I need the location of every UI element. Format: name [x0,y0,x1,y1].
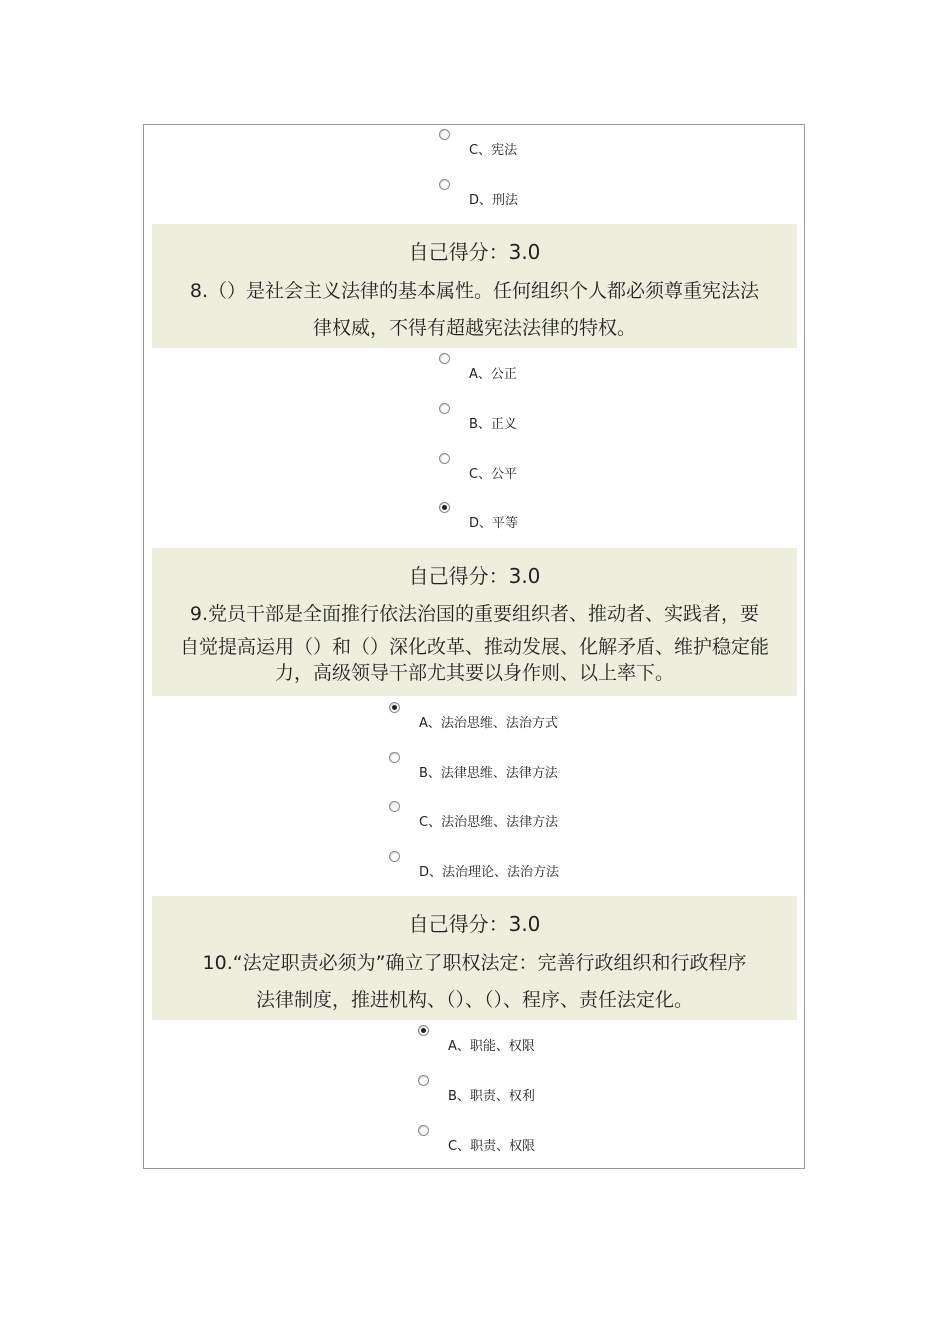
question-text-line: 8.（）是社会主义法律的基本属性。任何组织个人都必须尊重宪法法 [189,280,760,302]
radio-button[interactable] [389,851,400,862]
radio-button[interactable] [439,129,450,140]
question-text-line: 力，高级领导干部尤其要以身作则、以上率下。 [274,662,674,684]
radio-button[interactable] [439,353,450,364]
radio-button[interactable] [389,801,400,812]
question-text [152,945,797,1019]
question-text-line: 法律制度，推进机构、（）、（）、程序、责任法定化。 [255,989,693,1011]
option-label: B、正义 [469,417,517,432]
option-label: C、职责、权限 [448,1139,536,1154]
radio-button-selected[interactable] [418,1025,429,1036]
radio-button[interactable] [439,403,450,414]
option-label: C、法治思维、法律方法 [419,815,559,830]
question-8-box [152,224,797,348]
question-text-line: 自觉提高运用（）和（）深化改革、推动发展、化解矛盾、维护稳定能 [179,636,769,658]
option-label: D、刑法 [469,193,519,208]
score-text: 自己得分：3.0 [408,240,541,264]
question-text [152,273,797,347]
option-label: D、平等 [469,516,519,531]
radio-button[interactable] [418,1075,429,1086]
option-label: C、公平 [469,467,518,482]
option-label: B、职责、权利 [448,1089,535,1104]
option-label: B、法律思维、法律方法 [419,766,558,781]
question-text [152,597,797,684]
question-9-box [152,548,797,696]
option-label: A、公正 [469,367,517,382]
radio-button-selected[interactable] [439,502,450,513]
radio-button[interactable] [439,179,450,190]
question-text-line: 律权威，不得有超越宪法法律的特权。 [312,317,636,339]
score-text: 自己得分：3.0 [408,564,541,588]
question-10-box [152,896,797,1020]
option-label: A、职能、权限 [448,1039,535,1054]
radio-button[interactable] [439,453,450,464]
radio-button[interactable] [418,1125,429,1136]
question-text-line: 9.党员干部是全面推行依法治国的重要组织者、推动者、实践者，要 [189,603,760,625]
question-text-line: 10.“法定职责必须为”确立了职权法定：完善行政组织和行政程序 [202,952,747,974]
option-label: C、宪法 [469,143,518,158]
score-text: 自己得分：3.0 [408,912,541,936]
radio-button[interactable] [389,752,400,763]
radio-button-selected[interactable] [389,702,400,713]
option-label: A、法治思维、法治方式 [419,716,558,731]
option-label: D、法治理论、法治方法 [419,865,560,880]
